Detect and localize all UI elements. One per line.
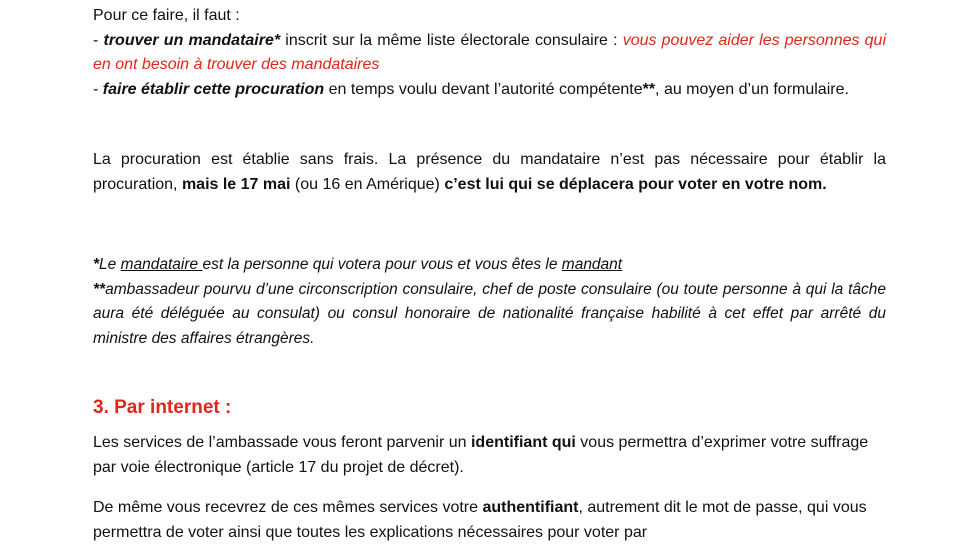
item2-bold: faire établir cette procuration <box>102 80 325 98</box>
footnote-2-stars: ** <box>93 280 106 298</box>
item2-dash: - <box>93 80 103 98</box>
item1-text: inscrit sur la même liste électorale consulaire : <box>280 31 623 49</box>
footnote-1-mandant: mandant <box>561 256 623 273</box>
auth-bold: authentifiant <box>482 499 579 516</box>
free-bold-2: c’est lui qui se déplacera pour voter en votre nom. <box>444 175 827 193</box>
intro-lead: Pour ce faire, il faut : <box>93 7 240 24</box>
section-3-heading: 3. Par internet : <box>93 397 232 418</box>
item1-red-note: vous pouvez aider les personnes qui en ont besoin à trouver des mandataires <box>93 31 886 73</box>
procuration-free-paragraph <box>93 148 886 197</box>
footnote-1-mandataire: mandataire <box>120 256 203 273</box>
item1-dash: - <box>93 31 104 49</box>
footnote-1-b: est la personne qui votera pour vous et vous êtes le <box>202 256 562 273</box>
intro-item-1 <box>93 29 886 78</box>
auth-text-1: De même vous recevrez de ces mêmes services votre <box>93 499 483 516</box>
footnotes <box>93 253 886 351</box>
ident-text-2: vous permettra d’exprimer votre suffrage par voie électronique (article 17 du projet de décret). <box>93 434 869 476</box>
intro-paragraph <box>93 4 886 102</box>
free-text-1: La procuration est établie sans frais. La présence du mandataire n’est pas nécessaire pour établir la procuration, <box>93 151 886 193</box>
item2-text2: , au moyen d’un formulaire. <box>655 80 849 98</box>
item2-text: en temps voulu devant l’autorité compétente <box>324 80 643 98</box>
free-text-2: (ou 16 en Amérique) <box>290 175 445 193</box>
footnote-2 <box>93 278 886 352</box>
ident-text-1: Les services de l’ambassade vous feront parvenir un <box>93 434 471 451</box>
footnote-1 <box>93 253 886 278</box>
footnote-1-a: Le <box>99 256 121 273</box>
ident-bold: identifiant qui <box>470 434 576 451</box>
identifiant-paragraph <box>93 431 886 480</box>
authentifiant-paragraph <box>93 496 886 545</box>
item1-bold: trouver un mandataire* <box>103 31 281 49</box>
intro-item-2 <box>93 78 886 103</box>
item2-stars: ** <box>642 80 656 98</box>
auth-text-2: , autrement dit le mot de passe, qui vous permettra de voter ainsi que toutes les explications nécessaires pour voter par <box>93 499 867 541</box>
footnote-2-text: ambassadeur pourvu d’une circonscription consulaire, chef de poste consulaire (ou toute personne à qui la tâche aura été déléguée au consulat) ou consul honoraire de nationalité française habilité à cet effet par arrêté du ministre des affaires étrangères. <box>93 280 886 347</box>
free-bold-1: mais le 17 mai <box>181 175 291 193</box>
footnote-1-star: * <box>93 256 100 273</box>
